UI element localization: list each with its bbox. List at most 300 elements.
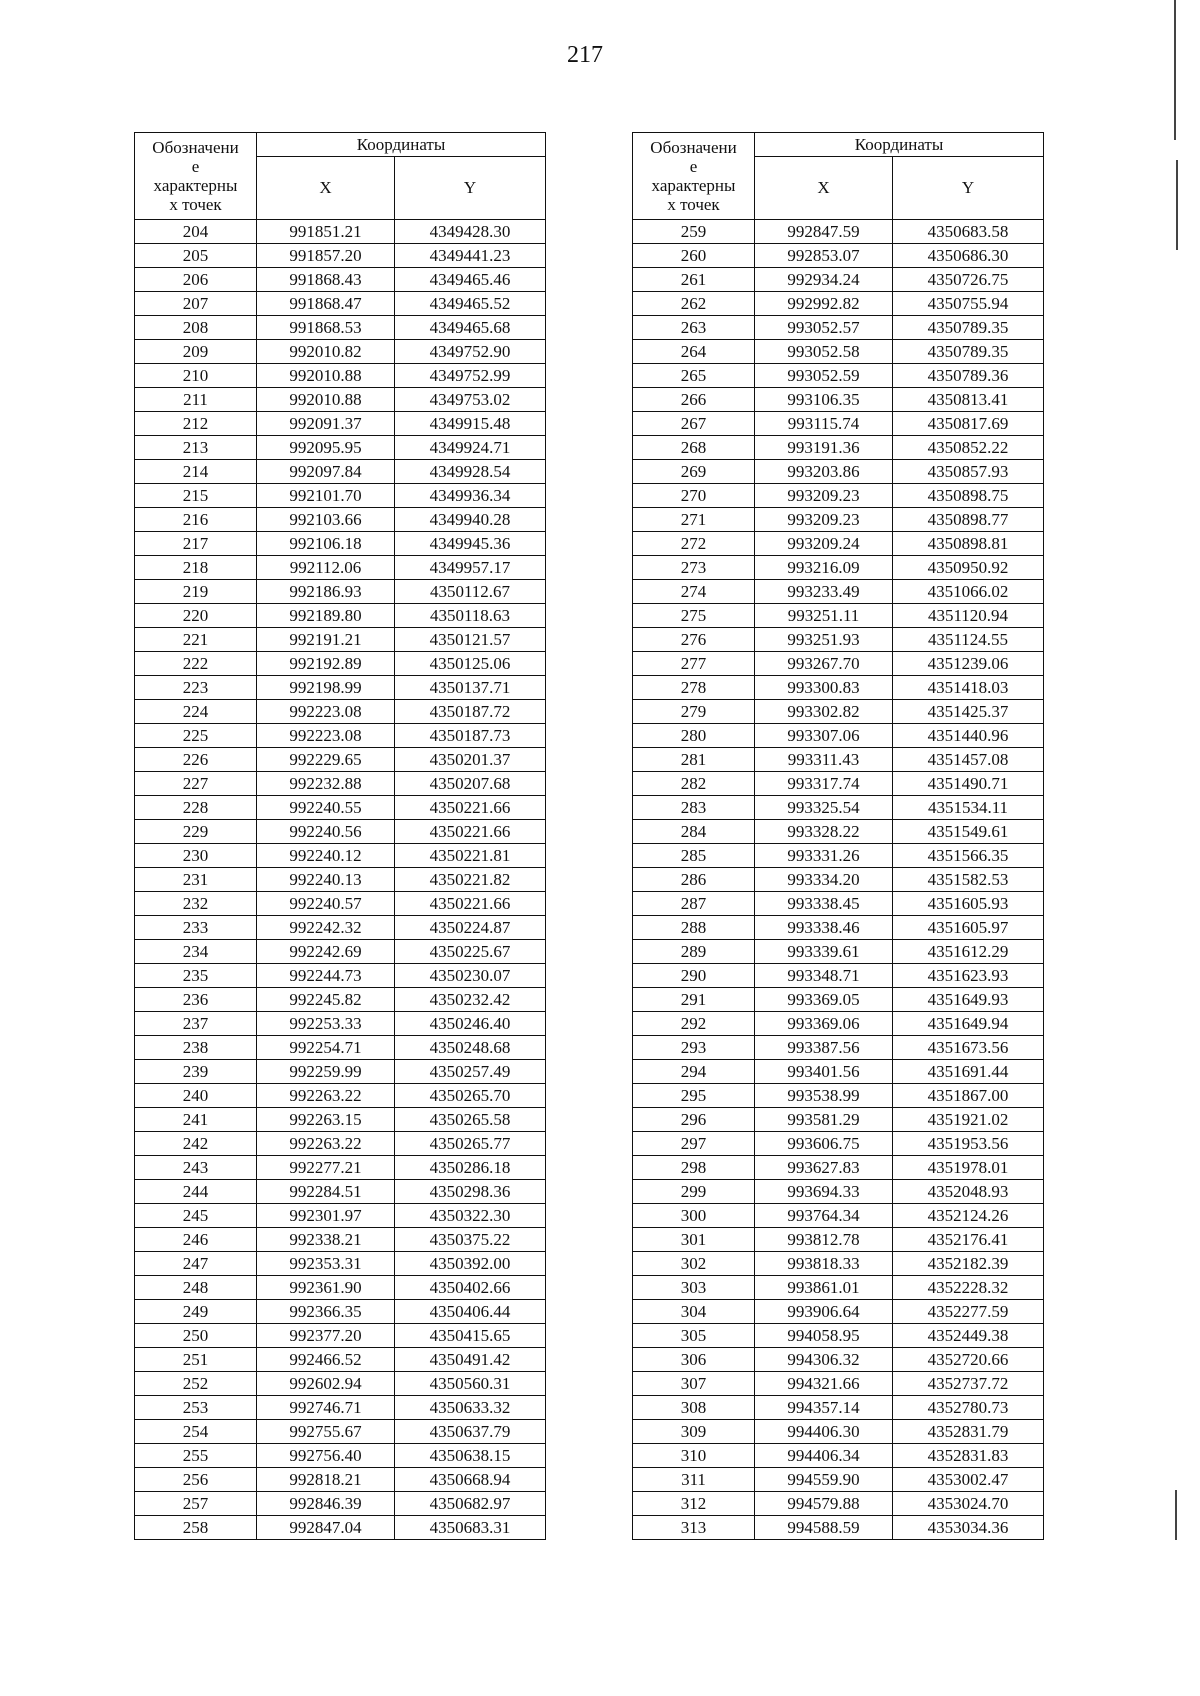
x-coordinate-cell: 992091.37 (257, 412, 395, 436)
x-coordinate-cell: 992284.51 (257, 1180, 395, 1204)
table-row (633, 796, 1044, 820)
x-coordinate-cell: 992240.13 (257, 868, 395, 892)
point-label-cell: 221 (135, 628, 257, 652)
x-coordinate-cell: 994579.88 (755, 1492, 893, 1516)
table-row (135, 1180, 546, 1204)
y-coordinate-cell: 4350225.67 (395, 940, 546, 964)
x-coordinate-cell: 993209.24 (755, 532, 893, 556)
point-label-cell: 264 (633, 340, 755, 364)
point-label-cell: 248 (135, 1276, 257, 1300)
y-coordinate-cell: 4351673.56 (893, 1036, 1044, 1060)
table-row (633, 1084, 1044, 1108)
x-coordinate-cell: 993191.36 (755, 436, 893, 460)
table-row (633, 604, 1044, 628)
table-row (135, 508, 546, 532)
y-coordinate-cell: 4350118.63 (395, 604, 546, 628)
y-coordinate-cell: 4351867.00 (893, 1084, 1044, 1108)
y-column-header: Y (893, 157, 1044, 220)
point-label-header-line: Обозначени (152, 138, 239, 157)
x-coordinate-cell: 992010.82 (257, 340, 395, 364)
y-coordinate-cell: 4350637.79 (395, 1420, 546, 1444)
y-coordinate-cell: 4349752.99 (395, 364, 546, 388)
x-coordinate-cell: 992244.73 (257, 964, 395, 988)
point-label-cell: 301 (633, 1228, 755, 1252)
y-coordinate-cell: 4349465.68 (395, 316, 546, 340)
coordinates-table-right (632, 132, 1044, 1540)
coordinates-header: Координаты (257, 133, 546, 157)
table-row (633, 1348, 1044, 1372)
table-row (135, 916, 546, 940)
point-label-cell: 278 (633, 676, 755, 700)
table-row (633, 748, 1044, 772)
x-coordinate-cell: 992847.59 (755, 220, 893, 244)
x-coordinate-cell: 992229.65 (257, 748, 395, 772)
x-coordinate-cell: 992242.32 (257, 916, 395, 940)
x-coordinate-cell: 992847.04 (257, 1516, 395, 1540)
y-coordinate-cell: 4350298.36 (395, 1180, 546, 1204)
point-label-cell: 299 (633, 1180, 755, 1204)
point-label-cell: 255 (135, 1444, 257, 1468)
table-row (633, 868, 1044, 892)
table-row (135, 316, 546, 340)
point-label-cell: 271 (633, 508, 755, 532)
point-label-cell: 265 (633, 364, 755, 388)
table-row (135, 580, 546, 604)
point-label-header-line: характерны (651, 176, 736, 195)
x-coordinate-cell: 992301.97 (257, 1204, 395, 1228)
x-coordinate-cell: 992466.52 (257, 1348, 395, 1372)
table-row (633, 1444, 1044, 1468)
point-label-cell: 210 (135, 364, 257, 388)
x-coordinate-cell: 993339.61 (755, 940, 893, 964)
point-label-cell: 229 (135, 820, 257, 844)
point-label-cell: 287 (633, 892, 755, 916)
y-coordinate-cell: 4350112.67 (395, 580, 546, 604)
x-coordinate-cell: 992746.71 (257, 1396, 395, 1420)
x-coordinate-cell: 992010.88 (257, 388, 395, 412)
point-label-cell: 284 (633, 820, 755, 844)
y-coordinate-cell: 4352277.59 (893, 1300, 1044, 1324)
table-row (135, 268, 546, 292)
y-coordinate-cell: 4353024.70 (893, 1492, 1044, 1516)
x-coordinate-cell: 993311.43 (755, 748, 893, 772)
table-row (135, 628, 546, 652)
table-row (135, 724, 546, 748)
x-coordinate-cell: 993052.59 (755, 364, 893, 388)
x-coordinate-cell: 992097.84 (257, 460, 395, 484)
y-coordinate-cell: 4350248.68 (395, 1036, 546, 1060)
y-coordinate-cell: 4349945.36 (395, 532, 546, 556)
y-coordinate-cell: 4350221.66 (395, 892, 546, 916)
y-coordinate-cell: 4351691.44 (893, 1060, 1044, 1084)
table-row (633, 268, 1044, 292)
table-row (633, 1396, 1044, 1420)
table-row (135, 1012, 546, 1036)
y-coordinate-cell: 4352176.41 (893, 1228, 1044, 1252)
table-row (633, 1300, 1044, 1324)
y-coordinate-cell: 4351649.94 (893, 1012, 1044, 1036)
table-row (135, 1084, 546, 1108)
table-row (633, 628, 1044, 652)
y-coordinate-cell: 4352228.32 (893, 1276, 1044, 1300)
y-coordinate-cell: 4351120.94 (893, 604, 1044, 628)
point-label-cell: 260 (633, 244, 755, 268)
x-coordinate-cell: 992259.99 (257, 1060, 395, 1084)
table-row (633, 1372, 1044, 1396)
x-coordinate-cell: 993302.82 (755, 700, 893, 724)
x-coordinate-cell: 992240.56 (257, 820, 395, 844)
y-coordinate-cell: 4350817.69 (893, 412, 1044, 436)
table-row (135, 484, 546, 508)
point-label-cell: 215 (135, 484, 257, 508)
point-label-cell: 223 (135, 676, 257, 700)
point-label-cell: 288 (633, 916, 755, 940)
point-label-cell: 269 (633, 460, 755, 484)
x-coordinate-cell: 992240.55 (257, 796, 395, 820)
table-row (135, 1396, 546, 1420)
y-coordinate-cell: 4350221.66 (395, 820, 546, 844)
table-row (633, 412, 1044, 436)
y-coordinate-cell: 4350232.42 (395, 988, 546, 1012)
x-coordinate-cell: 993401.56 (755, 1060, 893, 1084)
point-label-cell: 275 (633, 604, 755, 628)
point-label-cell: 266 (633, 388, 755, 412)
y-coordinate-cell: 4350221.81 (395, 844, 546, 868)
point-label-cell: 235 (135, 964, 257, 988)
x-coordinate-cell: 994058.95 (755, 1324, 893, 1348)
point-label-cell: 220 (135, 604, 257, 628)
x-coordinate-cell: 993267.70 (755, 652, 893, 676)
x-coordinate-cell: 993348.71 (755, 964, 893, 988)
x-coordinate-cell: 993334.20 (755, 868, 893, 892)
y-coordinate-cell: 4349441.23 (395, 244, 546, 268)
point-label-cell: 205 (135, 244, 257, 268)
point-label-cell: 263 (633, 316, 755, 340)
table-row (633, 964, 1044, 988)
point-label-cell: 270 (633, 484, 755, 508)
table-row (135, 1060, 546, 1084)
table-row (633, 364, 1044, 388)
table-row (135, 604, 546, 628)
y-coordinate-cell: 4350852.22 (893, 436, 1044, 460)
table-row (633, 1468, 1044, 1492)
point-label-cell: 293 (633, 1036, 755, 1060)
table-row (633, 1036, 1044, 1060)
y-coordinate-cell: 4349465.46 (395, 268, 546, 292)
y-coordinate-cell: 4350402.66 (395, 1276, 546, 1300)
y-coordinate-cell: 4350257.49 (395, 1060, 546, 1084)
point-label-cell: 250 (135, 1324, 257, 1348)
x-coordinate-cell: 991868.53 (257, 316, 395, 340)
point-label-cell: 241 (135, 1108, 257, 1132)
y-coordinate-cell: 4351490.71 (893, 772, 1044, 796)
x-coordinate-cell: 992755.67 (257, 1420, 395, 1444)
point-label-cell: 289 (633, 940, 755, 964)
y-coordinate-cell: 4351921.02 (893, 1108, 1044, 1132)
table-row (135, 1252, 546, 1276)
table-row (135, 988, 546, 1012)
x-coordinate-cell: 992934.24 (755, 268, 893, 292)
table-row (633, 508, 1044, 532)
x-coordinate-cell: 993251.11 (755, 604, 893, 628)
point-label-cell: 233 (135, 916, 257, 940)
y-coordinate-cell: 4350221.66 (395, 796, 546, 820)
y-coordinate-cell: 4351953.56 (893, 1132, 1044, 1156)
x-coordinate-cell: 992245.82 (257, 988, 395, 1012)
y-coordinate-cell: 4350813.41 (893, 388, 1044, 412)
y-coordinate-cell: 4350187.72 (395, 700, 546, 724)
point-label-cell: 254 (135, 1420, 257, 1444)
x-coordinate-cell: 993387.56 (755, 1036, 893, 1060)
table-row (135, 844, 546, 868)
x-coordinate-cell: 992192.89 (257, 652, 395, 676)
point-label-cell: 214 (135, 460, 257, 484)
x-coordinate-cell: 994406.34 (755, 1444, 893, 1468)
point-label-cell: 256 (135, 1468, 257, 1492)
point-label-cell: 237 (135, 1012, 257, 1036)
y-coordinate-cell: 4351605.93 (893, 892, 1044, 916)
point-label-cell: 296 (633, 1108, 755, 1132)
table-row (633, 724, 1044, 748)
point-label-cell: 226 (135, 748, 257, 772)
y-coordinate-cell: 4350406.44 (395, 1300, 546, 1324)
x-coordinate-cell: 992263.22 (257, 1132, 395, 1156)
table-row (633, 892, 1044, 916)
table-row (633, 844, 1044, 868)
x-coordinate-cell: 993052.58 (755, 340, 893, 364)
y-coordinate-cell: 4352737.72 (893, 1372, 1044, 1396)
y-coordinate-cell: 4349915.48 (395, 412, 546, 436)
x-column-header: X (755, 157, 893, 220)
y-coordinate-cell: 4351612.29 (893, 940, 1044, 964)
page-number: 217 (567, 42, 603, 68)
point-label-cell: 279 (633, 700, 755, 724)
y-coordinate-cell: 4350230.07 (395, 964, 546, 988)
x-coordinate-cell: 992242.69 (257, 940, 395, 964)
y-coordinate-cell: 4350898.75 (893, 484, 1044, 508)
point-label-cell: 217 (135, 532, 257, 556)
x-coordinate-cell: 993818.33 (755, 1252, 893, 1276)
y-coordinate-cell: 4350683.31 (395, 1516, 546, 1540)
table-row (135, 532, 546, 556)
table-row (135, 412, 546, 436)
point-label-cell: 294 (633, 1060, 755, 1084)
y-coordinate-cell: 4352182.39 (893, 1252, 1044, 1276)
table-row (633, 1516, 1044, 1540)
table-row (135, 1444, 546, 1468)
point-label-header-line: х точек (169, 195, 222, 214)
x-coordinate-cell: 993764.34 (755, 1204, 893, 1228)
point-label-cell: 297 (633, 1132, 755, 1156)
y-coordinate-cell: 4350286.18 (395, 1156, 546, 1180)
y-coordinate-cell: 4350755.94 (893, 292, 1044, 316)
x-coordinate-cell: 992263.15 (257, 1108, 395, 1132)
point-label-cell: 216 (135, 508, 257, 532)
y-coordinate-cell: 4350224.87 (395, 916, 546, 940)
table-row (633, 1108, 1044, 1132)
y-coordinate-cell: 4350857.93 (893, 460, 1044, 484)
point-label-header (135, 133, 257, 220)
point-label-cell: 308 (633, 1396, 755, 1420)
table-row (633, 820, 1044, 844)
y-coordinate-cell: 4350125.06 (395, 652, 546, 676)
point-label-cell: 232 (135, 892, 257, 916)
table-row (633, 700, 1044, 724)
x-coordinate-cell: 992846.39 (257, 1492, 395, 1516)
table-row (633, 652, 1044, 676)
point-label-cell: 240 (135, 1084, 257, 1108)
table-row (135, 892, 546, 916)
point-label-cell: 245 (135, 1204, 257, 1228)
y-coordinate-cell: 4350265.77 (395, 1132, 546, 1156)
table-row (135, 460, 546, 484)
point-label-cell: 259 (633, 220, 755, 244)
y-column-header: Y (395, 157, 546, 220)
point-label-header-line: характерны (153, 176, 238, 195)
table-row (633, 1156, 1044, 1180)
y-coordinate-cell: 4349465.52 (395, 292, 546, 316)
table-row (633, 676, 1044, 700)
point-label-cell: 311 (633, 1468, 755, 1492)
y-coordinate-cell: 4350560.31 (395, 1372, 546, 1396)
point-label-cell: 267 (633, 412, 755, 436)
x-coordinate-cell: 992338.21 (257, 1228, 395, 1252)
point-label-cell: 300 (633, 1204, 755, 1228)
x-coordinate-cell: 994357.14 (755, 1396, 893, 1420)
y-coordinate-cell: 4350686.30 (893, 244, 1044, 268)
point-label-cell: 228 (135, 796, 257, 820)
table-row (633, 1060, 1044, 1084)
table-row (633, 556, 1044, 580)
y-coordinate-cell: 4349924.71 (395, 436, 546, 460)
table-row (633, 1204, 1044, 1228)
point-label-cell: 307 (633, 1372, 755, 1396)
x-coordinate-cell: 993052.57 (755, 316, 893, 340)
table-row (135, 292, 546, 316)
y-coordinate-cell: 4351066.02 (893, 580, 1044, 604)
table-row (135, 1516, 546, 1540)
point-label-header-line: Обозначени (650, 138, 737, 157)
table-row (633, 532, 1044, 556)
point-label-header-line: е (191, 157, 200, 176)
table-row (135, 1108, 546, 1132)
table-row (135, 772, 546, 796)
table-row (135, 1348, 546, 1372)
x-coordinate-cell: 993216.09 (755, 556, 893, 580)
point-label-cell: 211 (135, 388, 257, 412)
point-label-cell: 273 (633, 556, 755, 580)
y-coordinate-cell: 4349957.17 (395, 556, 546, 580)
point-label-cell: 312 (633, 1492, 755, 1516)
y-coordinate-cell: 4350898.81 (893, 532, 1044, 556)
y-coordinate-cell: 4353002.47 (893, 1468, 1044, 1492)
y-coordinate-cell: 4350638.15 (395, 1444, 546, 1468)
x-coordinate-cell: 993606.75 (755, 1132, 893, 1156)
point-label-cell: 206 (135, 268, 257, 292)
x-coordinate-cell: 992240.12 (257, 844, 395, 868)
point-label-cell: 209 (135, 340, 257, 364)
x-coordinate-cell: 992253.33 (257, 1012, 395, 1036)
x-coordinate-cell: 992756.40 (257, 1444, 395, 1468)
y-coordinate-cell: 4349752.90 (395, 340, 546, 364)
y-coordinate-cell: 4350221.82 (395, 868, 546, 892)
x-coordinate-cell: 992853.07 (755, 244, 893, 268)
point-label-cell: 212 (135, 412, 257, 436)
x-coordinate-cell: 991868.43 (257, 268, 395, 292)
point-label-cell: 224 (135, 700, 257, 724)
x-coordinate-cell: 993369.06 (755, 1012, 893, 1036)
point-label-cell: 238 (135, 1036, 257, 1060)
x-coordinate-cell: 992095.95 (257, 436, 395, 460)
y-coordinate-cell: 4349940.28 (395, 508, 546, 532)
table-row (135, 340, 546, 364)
point-label-cell: 242 (135, 1132, 257, 1156)
point-label-cell: 243 (135, 1156, 257, 1180)
scan-edge-mark (1176, 160, 1178, 250)
x-coordinate-cell: 992198.99 (257, 676, 395, 700)
x-coordinate-cell: 992361.90 (257, 1276, 395, 1300)
table-row (633, 388, 1044, 412)
point-label-cell: 239 (135, 1060, 257, 1084)
y-coordinate-cell: 4352780.73 (893, 1396, 1044, 1420)
table-row (135, 220, 546, 244)
point-label-cell: 247 (135, 1252, 257, 1276)
x-coordinate-cell: 993694.33 (755, 1180, 893, 1204)
y-coordinate-cell: 4350392.00 (395, 1252, 546, 1276)
table-row (135, 1300, 546, 1324)
table-row (135, 796, 546, 820)
point-label-cell: 283 (633, 796, 755, 820)
point-label-cell: 257 (135, 1492, 257, 1516)
point-label-cell: 277 (633, 652, 755, 676)
y-coordinate-cell: 4351582.53 (893, 868, 1044, 892)
table-row (633, 436, 1044, 460)
table-row (633, 1492, 1044, 1516)
point-label-cell: 207 (135, 292, 257, 316)
x-coordinate-cell: 992602.94 (257, 1372, 395, 1396)
table-row (135, 1204, 546, 1228)
point-label-cell: 286 (633, 868, 755, 892)
scan-edge-mark (1174, 0, 1176, 140)
x-coordinate-cell: 993325.54 (755, 796, 893, 820)
y-coordinate-cell: 4351239.06 (893, 652, 1044, 676)
table-row (135, 652, 546, 676)
y-coordinate-cell: 4352831.83 (893, 1444, 1044, 1468)
table-row (633, 244, 1044, 268)
table-row (135, 1324, 546, 1348)
y-coordinate-cell: 4350322.30 (395, 1204, 546, 1228)
table-row (633, 1252, 1044, 1276)
y-coordinate-cell: 4351534.11 (893, 796, 1044, 820)
y-coordinate-cell: 4349928.54 (395, 460, 546, 484)
y-coordinate-cell: 4350789.35 (893, 340, 1044, 364)
point-label-cell: 261 (633, 268, 755, 292)
x-coordinate-cell: 993115.74 (755, 412, 893, 436)
point-label-cell: 310 (633, 1444, 755, 1468)
point-label-cell: 262 (633, 292, 755, 316)
y-coordinate-cell: 4349753.02 (395, 388, 546, 412)
point-label-cell: 204 (135, 220, 257, 244)
y-coordinate-cell: 4350187.73 (395, 724, 546, 748)
x-coordinate-cell: 993300.83 (755, 676, 893, 700)
point-label-cell: 236 (135, 988, 257, 1012)
table-row (633, 460, 1044, 484)
table-row (633, 1324, 1044, 1348)
x-coordinate-cell: 993328.22 (755, 820, 893, 844)
table-row (135, 676, 546, 700)
y-coordinate-cell: 4350633.32 (395, 1396, 546, 1420)
y-coordinate-cell: 4351549.61 (893, 820, 1044, 844)
